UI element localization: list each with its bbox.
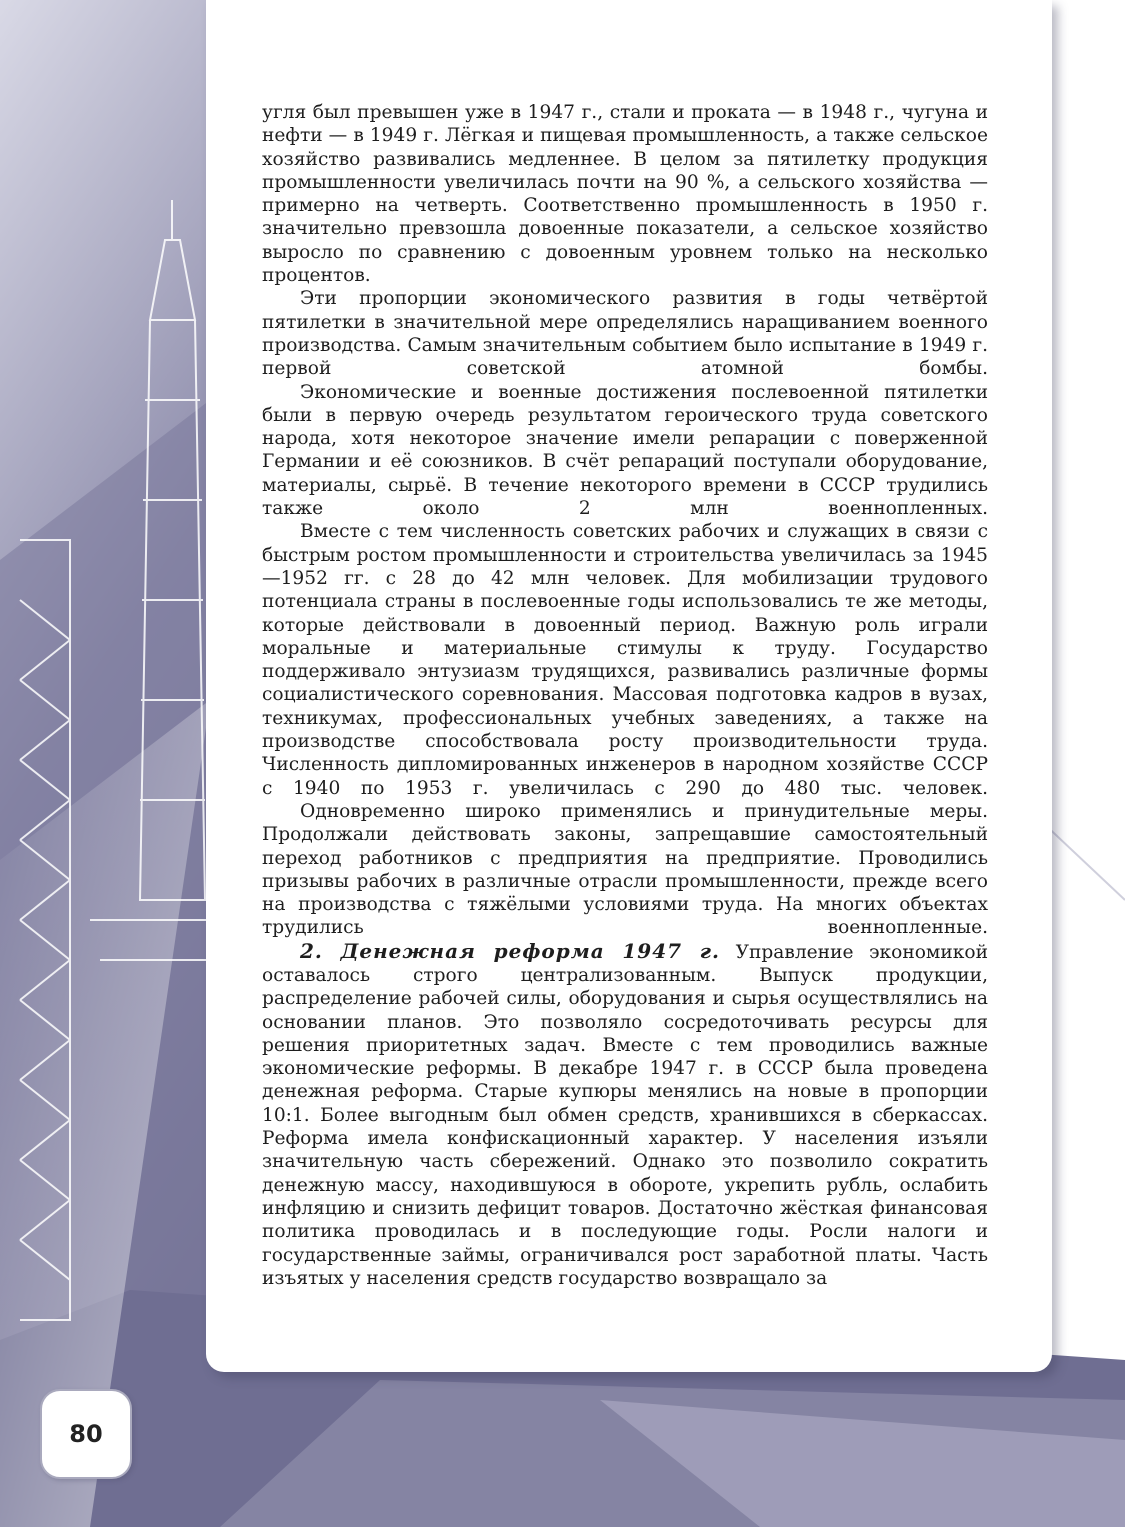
section-text: Управление экономикой оставалось строго централизованным. Выпуск продукции, распределение рабочей силы, оборудования и сырья осуществлялись на основании планов. Это позволяло сосредоточивать ресурсы для решения приоритетных задач. Вместе с тем проводились важные экономические реформы. В декабре 1947 г. в СССР была проведена денежная реформа. Старые купюры менялись на новые в пропорции 10:1. Более выгодным был обмен средств, хранившихся в сберкассах. Реформа имела конфискационный характер. У населения изъяли значительную часть сбережений. Однако это позволило сократить денежную массу, находившуюся в обороте, укрепить рубль, ослабить инфляцию и снизить дефицит товаров. Достаточно жёсткая финансовая политика проводилась и в последующие годы. Росли налоги и государственные займы, ограничивался рост заработной платы. Часть изъятых у населения средств государство возвращало за <box>262 941 988 1289</box>
page-number: 80 <box>69 1420 103 1448</box>
body-text <box>262 101 988 1290</box>
page-number-box <box>40 1389 132 1479</box>
paragraph: Экономические и военные достижения послевоенной пятилетки были в первую очередь результатом героического труда советского народа, хотя некоторое значение имели репарации с поверженной Германии и её союзников. В счёт репараций поступали оборудование, материалы, сырьё. В течение некоторого времени в СССР трудились также около 2 млн военнопленных. <box>262 381 988 520</box>
section-paragraph <box>262 940 988 1290</box>
paragraph: угля был превышен уже в 1947 г., стали и проката — в 1948 г., чугуна и нефти — в 1949 г. Лёгкая и пищевая промышленность, а также сельское хозяйство развивались медленнее. В целом за пятилетку продукция промышленности увеличилась почти на 90 %, а сельского хозяйства — примерно на четверть. Соответственно промышленность в 1950 г. значительно превзошла довоенные показатели, а сельское хозяйство выросло по сравнению с довоенным уровнем только на несколько процентов. <box>262 102 988 287</box>
paragraph: Вместе с тем численность советских рабочих и служащих в связи с быстрым ростом промышленности и строительства увеличилась за 1945—1952 гг. с 28 до 42 млн человек. Для мобилизации трудового потенциала страны в послевоенные годы использовались те же методы, которые действовали в довоенный период. Важную роль играли моральные и материальные стимулы к труду. Государство поддерживало энтузиазм трудящихся, развивались различные формы социалистического соревнования. Массовая подготовка кадров в вузах, техникумах, профессиональных учебных заведениях, а также на производстве способствовала росту производительности труда. Численность дипломированных инженеров в народном хозяйстве СССР с 1940 по 1953 г. увеличилась с 290 до 480 тыс. человек. <box>262 521 988 799</box>
paragraph: Одновременно широко применялись и принудительные меры. Продолжали действовать законы, запрещавшие самостоятельный переход работников с предприятия на предприятие. Проводились призывы рабочих в различные отрасли промышленности, прежде всего на производства с тяжёлыми условиями труда. На многих объектах трудились военнопленные. <box>262 800 988 939</box>
section-title: 2. Денежная реформа 1947 г. <box>300 938 720 963</box>
paragraph: Эти пропорции экономического развития в годы четвёртой пятилетки в значительной мере определялись наращиванием военного производства. Самым значительным событием было испытание в 1949 г. первой советской атомной бомбы. <box>262 288 988 380</box>
